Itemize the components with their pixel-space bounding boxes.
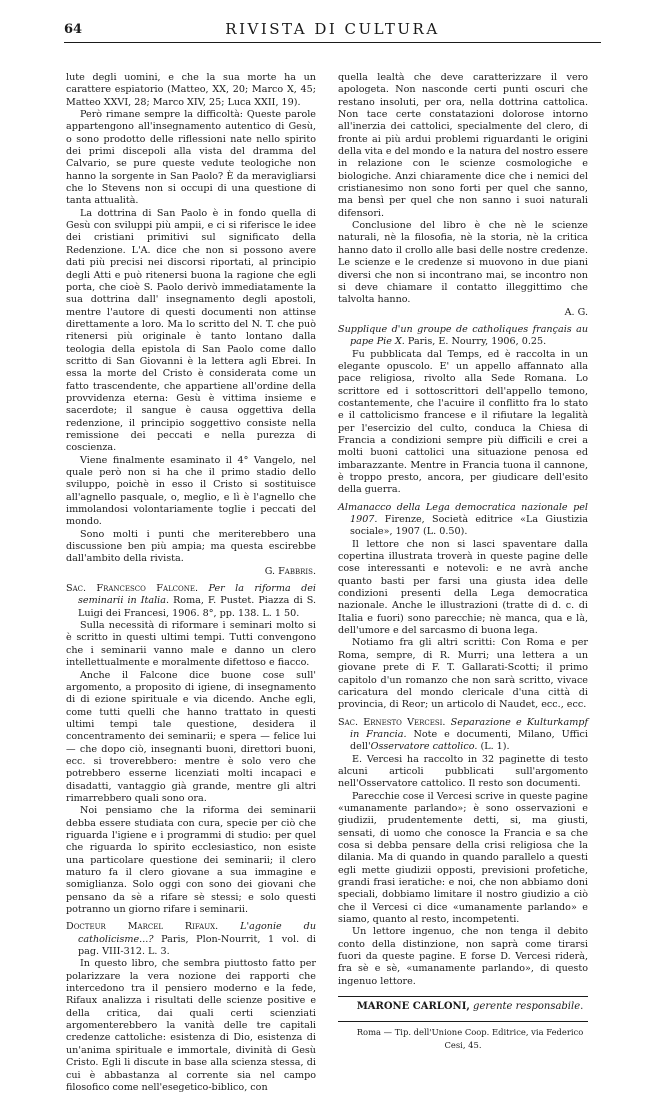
review-author: Sac. Francesco Falcone. [66,583,209,595]
review-signature: A. G. [564,306,588,318]
review-title: L'agonie du catholicisme...? [78,921,316,945]
paragraph: La dottrina di San Paolo è in fondo quella di Gesù con sviluppi più ampii, e ci si riferisce le idee dei cristiani primitivi sul significato della Redenzione. L'A. dice che non si possono avere dati più precisi nei discorsi riportati, al principio degli Atti e può ritenersi buona la ragione che egli porta, che cioè S. Paolo derivò immediatamente la sua dottrina dall' insegnamento degli apostoli, mentre l'autore di questi documenti non attinse direttamente a loro. Ma lo scritto del N. T. che può ritenersi più originale è tanto lontano dalla teologia della epistola di San Paolo come dallo scritto di San Giovanni è la lettera agli Ebrei. In essa la morte del Cristo è considerata come un fatto trascendente, che appartiene all'ordine della provvidenza eterna: Gesù è vittima insieme e sacerdote; il sangue è causa oggettiva della redenzione, il principio soggettivo consiste nella remissione dei peccati e nella purezza di coscienza. [66,207,316,454]
review-publication: Note e documenti, Milano, Uffici dell' [350,728,589,753]
right-column [338,72,588,1051]
review-entry-header [338,324,588,349]
paragraph: Anche il Falcone dice buone cose sull' argomento, a proposito di igiene, di insegnamento di di ezione spirituale e via dicendo. Anche egli, come tutti quelli che hanno trattato in questi ultimi tempi tale questione, desidera il concentramento dei seminarii; e spera — felice lui — che dopo ciò, insegnanti buoni, direttori buoni, ecc. si troverebbero: mentre è solo vero che potrebbero esserne licenziati molti incapaci e disadatti, vantaggio già grande, mentre gli altri rimarrebbero quali sono ora. [66,669,316,804]
responsible-manager [338,1001,588,1013]
page-number: 64 [64,22,83,37]
paragraph: Sono molti i punti che meriterebbero una discussione ben più ampia; ma questa escirebbe dall'ambito della rivista. [66,528,316,565]
review-price: (L. 1). [480,741,510,753]
running-title: RIVISTA DI CULTURA [225,20,440,38]
paragraph: Viene finalmente esaminato il 4° Vangelo, nel quale però non si ha che il primo stadio dello sviluppo, poichè in esso il Cristo si sostituisce all'agnello pasquale, o, meglio, e lì è l'agnello che immolandosi volontariamente toglie i peccati del mondo. [66,454,316,528]
paragraph: In questo libro, che sembra piuttosto fatto per polarizzare la vera nozione dei rapporti che intercedono tra il pensiero moderno e la fede, Rifaux analizza i risultati delle scienze positive e della critica, dai quali certi scienziati argomenterebbero la vanità delle tre capitali credenze cattoliche: esistenza di Dio, esistenza di un'anima spirituale e immortale, divinità di Gesù Cristo. Egli li discute in base alla scienza stessa, di cui è abbastanza al corrente sia nel campo filosofico come nell'esegetico-biblico, con [66,958,316,1093]
review-title: Separazione e Kulturkampf in Francia. [350,716,588,740]
paragraph: Però rimane sempre la difficoltà: Queste parole appartengono all'insegnamento autentico di Gesù, o sono prodotto delle riflessioni nate nello spirito dei primi discepoli alla vista del dramma del Calvario, se pure queste vedute teologiche non hanno la sorgente in San Paolo? È da meravigliarsi che lo Stevens non si occupi di una questione di tanta attualità. [66,109,316,207]
review-entry-header [338,502,588,539]
review-publication-periodical: Osservatore cattolico. [370,741,481,753]
review-publication: Roma, F. Pustet. Piazza di S. Luigi dei Francesi, 1906. 8°, pp. 138. L. 1 50. [78,595,316,619]
manager-name: MARONE CARLONI, [356,1001,470,1013]
review-title: Per la riforma dei seminarii in Italia. [78,583,317,607]
review-author: Sac. Ernesto Vercesi. [338,716,451,728]
left-column [66,72,316,1094]
paragraph: Parecchie cose il Vercesi scrive in queste pagine «umanamente parlando»; è sono osservazioni e giudizii, prudentemente detti, si, ma giusti, sensati, di uomo che conosce la Francia e sa che cosa si debba pensare della crisi religiosa che la dilania. Ma di quando in quando parallelo a questi egli mette giudizii opposti, previsioni profetiche, grandi frasi ieratiche: e noi, che non abbiamo doni speciali, dobbiamo limitare il nostro giudizio a ciò che il Vercesi ci dice «umanamente parlando» e siamo, quanto al resto, incompetenti. [338,790,588,926]
paragraph: Conclusione del libro è che nè le scienze naturali, nè la filosofia, nè la storia, nè la critica hanno dato il crollo alle basi delle nostre credenze. Le scienze e le credenze si muovono in due piani diversi che non si incontrano mai, se incontro non si deve chiamare il contatto illeggittimo che talvolta hanno. [338,220,588,306]
divider [338,1021,588,1022]
divider [338,996,588,997]
review-entry-header [66,583,316,620]
review-title: Supplique d'un groupe de catholiques français au pape Pie X. [338,323,588,348]
review-entry-header [338,717,588,754]
paragraph: Noi pensiamo che la riforma dei seminarii debba essere studiata con cura, specie per ciò che riguarda l'igiene e i programmi di studio: per quel che riguarda lo spirito ecclesiastico, non esiste una particolare questione dei seminarii; il clero maturo fa il clero giovane a sua immagine e somiglianza. Solo oggi con sono dei giovani che pensano da sè a rifare sè stessi; e solo questi potranno un giorno rifare i seminarii. [66,805,316,916]
paragraph: Il lettore che non si lasci spaventare dalla copertina illustrata troverà in queste pagine delle cose interessanti e notevoli: e ne avrà anche quanto basti per farsi una giusta idea delle condizioni presenti della Lega democratica nazionale. Anche le illustrazioni (tratte di d. c. di Italia e fuori) sono parecchie; nè manca, qua e là, dell'umore e del sarcasmo di buona lega. [338,538,588,637]
manager-role: gerente responsabile. [473,1001,584,1013]
paragraph: Notiamo fra gli altri scritti: Con Roma e per Roma, sempre, di R. Murri; una lettera a un giovane prete di F. T. Gallarati-Scotti; il primo capitolo d'un romanzo che non sarà scritto, vivace caricatura del mondo clericale d'una città di provincia, di Reor; un articolo di Naudet, ecc., ecc. [338,637,588,711]
paragraph: Fu pubblicata dal Temps, ed è raccolta in un elegante opuscolo. E' un appello affannato alla pace religiosa, rivolto alla Sede Romana. Lo scrittore ed i sottoscrittori dell'appello temono, costantemente, che l'acuire il conflitto fra lo stato e il cattolicismo francese e il rifiutare la legalità per l'esercizio del culto, conduca la Chiesa di Francia a condizioni sempre più difficili e crei a molti buoni cattolici una situazione penosa ed imbarazzante. Mentre in Francia tuona il cannone, è troppo presto, ancora, per giudicare dell'esito della guerra. [338,348,588,496]
review-author: Docteur Marcel Rifaux. [66,921,241,933]
paragraph: Un lettore ingenuo, che non tenga il debito conto della distinzione, non saprà come tirarsi fuori da queste pagine. E forse D. Vercesi riderà, fra sè e sè, «umanamente parlando», di questo ingenuo lettore. [338,926,588,987]
paragraph: lute degli uomini, e che la sua morte ha un carattere espiatorio (Matteo, XX, 20; Marco X, 45; Matteo XXVI, 28; Marco XIV, 25; Luca XXII, 19). [66,72,316,108]
paragraph: Sulla necessità di riformare i seminari molto si è scritto in questi ultimi tempi. Tutti convengono che i seminarii vanno male e danno un clero intellettualmente e moralmente difettoso e fiacco. [66,620,316,669]
paragraph: quella lealtà che deve caratterizzare il vero apologeta. Non nasconde certi punti oscuri che restano insoluti, per ora, nella dottrina cattolica. Non tace certe constatazioni dolorose intorno all'inerzia dei cattolici, specialmente del clero, di fronte ai più ardui problemi riguardanti le origini della vita e del mondo e la natura del nostro essere in relazione con le scienze cosmologiche e biologiche. Anzi chiaramente dice che i nemici del cristianesimo non sono forti per quel che sanno, ma bensì per quel che non sanno i suoi naturali difensori. [338,72,588,219]
review-publication: Firenze, Società editrice «La Giustizia sociale», 1907 (L. 0.50). [350,514,589,538]
review-publication: Paris, E. Nourry, 1906, 0.25. [407,336,547,348]
paragraph: E. Vercesi ha raccolto in 32 paginette di testo alcuni articoli pubblicati sull'argomento nell'Osservatore cattolico. Il resto son documenti. [338,753,588,790]
review-publication: Paris, Plon-Nourrit, 1 vol. di pag. VIII-312. L. 3. [78,933,316,958]
page-header [64,20,601,43]
printer-line: Roma — Tip. dell'Unione Coop. Editrice, via Federico Cesi, 45. [356,1027,584,1050]
review-title: Almanacco della Lega democratica nazionale pel 1907. [338,501,588,526]
review-signature: G. Fabbris. [264,565,316,577]
review-entry-header [66,921,316,958]
